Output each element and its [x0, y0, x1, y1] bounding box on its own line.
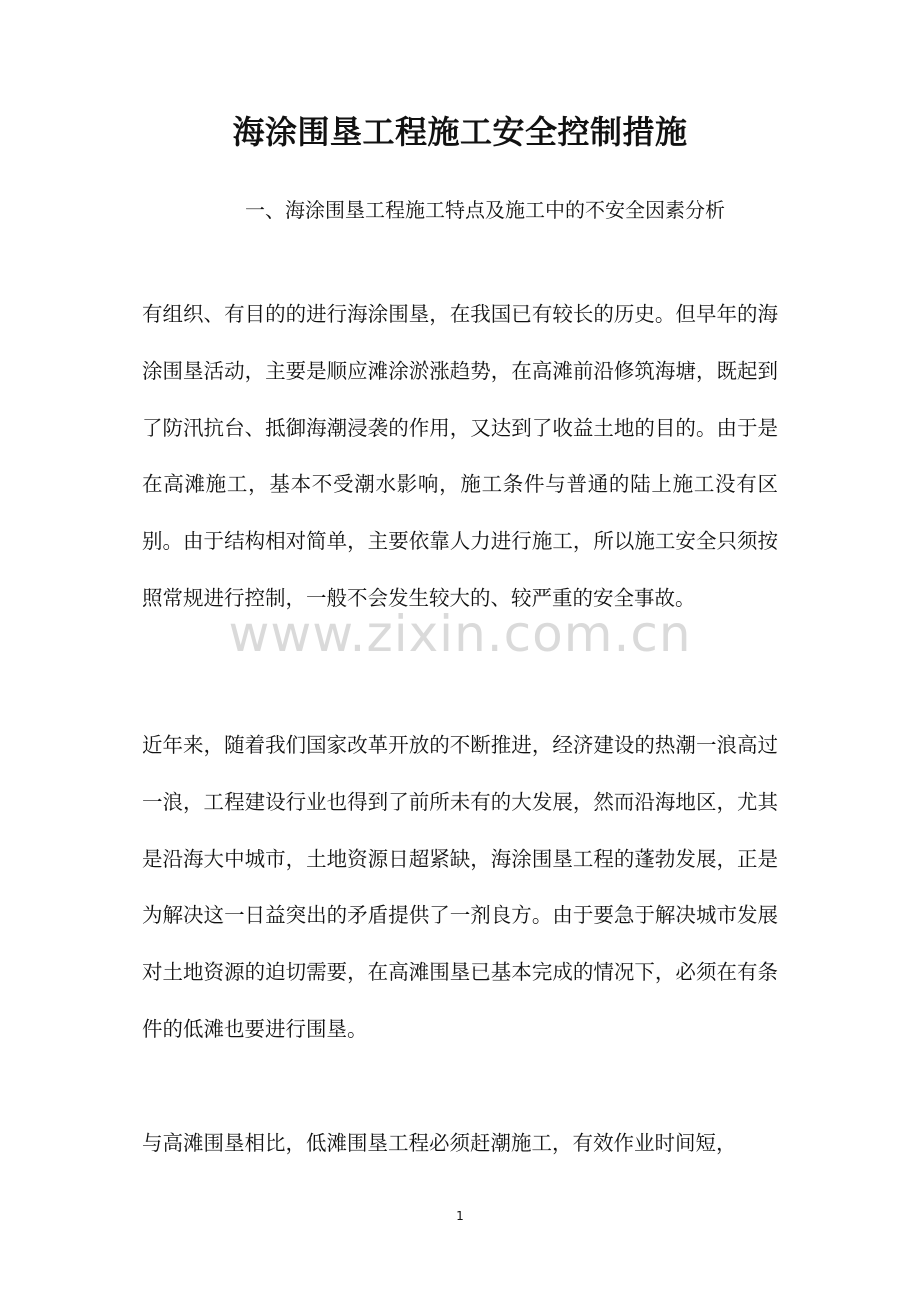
- document-title: 海涂围垦工程施工安全控制措施: [232, 113, 688, 151]
- section-heading: 一、海涂围垦工程施工特点及施工中的不安全因素分析: [245, 198, 725, 222]
- page-number: 1: [456, 1209, 464, 1223]
- watermark: www.zixin.com.cn: [228, 605, 692, 663]
- body-paragraph-3: 与高滩围垦相比，低滩围垦工程必须赶潮施工，有效作业时间短，: [142, 1131, 737, 1155]
- body-paragraph-2: 近年来，随着我们国家改革开放的不断推进，经济建设的热潮一浪高过一浪，工程建设行业也得到了前所未有的大发展，然而沿海地区，尤其是沿海大中城市，土地资源日超紧缺，海涂围垦工程的蓬勃发展，正是为解决这一日益突出的矛盾提供了一剂良方。由于要急于解决城市发展对土地资源的迫切需要，在高滩围垦已基本完成的情况下，必须在有条件的低滩也要进行围垦。: [142, 733, 778, 1041]
- body-paragraph-1: 有组织、有目的的进行海涂围垦，在我国已有较长的历史。但早年的海涂围垦活动，主要是顺应滩涂淤涨趋势，在高滩前沿修筑海塘，既起到了防汛抗台、抵御海潮浸袭的作用，又达到了收益土地的目的。由于是在高滩施工，基本不受潮水影响，施工条件与普通的陆上施工没有区别。由于结构相对简单，主要依靠人力进行施工，所以施工安全只须按照常规进行控制，一般不会发生较大的、较严重的安全事故。: [142, 302, 778, 610]
